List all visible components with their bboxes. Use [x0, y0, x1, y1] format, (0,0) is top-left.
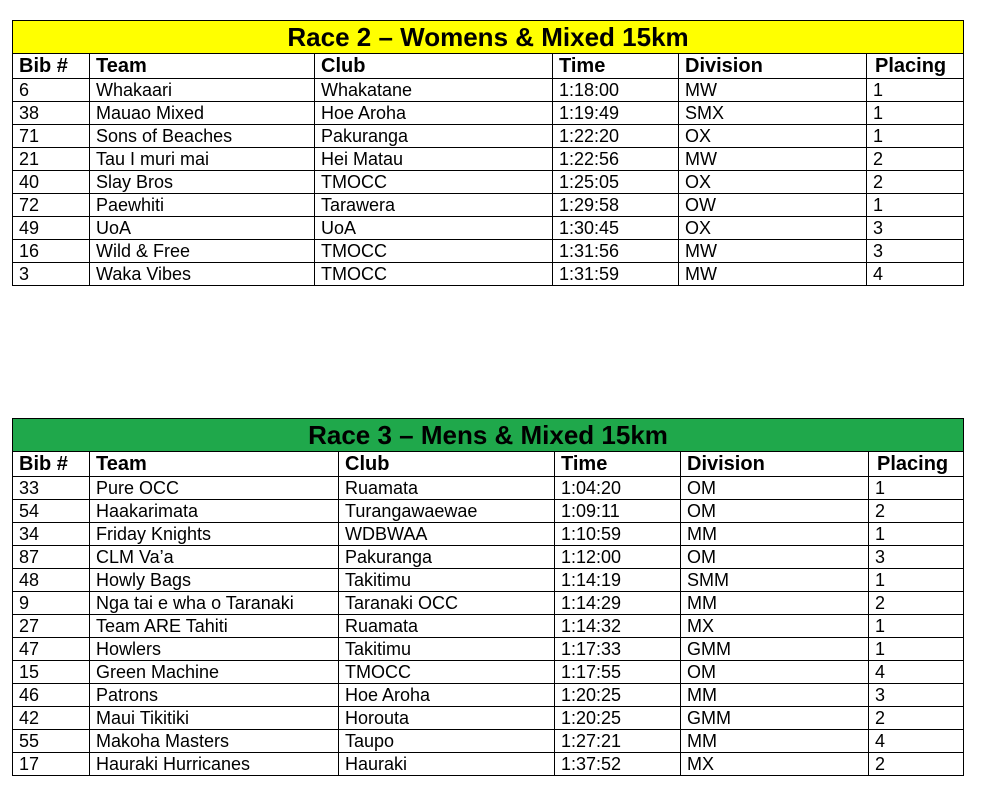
- column-header-bib: Bib #: [13, 54, 90, 79]
- placing-cell: 1: [869, 477, 964, 500]
- team-cell: Tau I muri mai: [90, 148, 315, 171]
- placing-cell: 2: [867, 171, 964, 194]
- team-cell: Pure OCC: [90, 477, 339, 500]
- team-cell: Mauao Mixed: [90, 102, 315, 125]
- bib-cell: 38: [13, 102, 90, 125]
- placing-cell: 2: [869, 707, 964, 730]
- club-cell: Hei Matau: [315, 148, 553, 171]
- division-cell: MM: [681, 730, 869, 753]
- race2-header-row: [13, 54, 964, 79]
- bib-cell: 71: [13, 125, 90, 148]
- time-cell: 1:29:58: [553, 194, 679, 217]
- club-cell: Takitimu: [339, 638, 555, 661]
- table-row: [13, 569, 964, 592]
- bib-cell: 40: [13, 171, 90, 194]
- bib-cell: 42: [13, 707, 90, 730]
- bib-cell: 3: [13, 263, 90, 286]
- placing-cell: 4: [867, 263, 964, 286]
- club-cell: Ruamata: [339, 477, 555, 500]
- team-cell: Patrons: [90, 684, 339, 707]
- column-header-team: Team: [90, 452, 339, 477]
- placing-cell: 1: [869, 615, 964, 638]
- club-cell: Taranaki OCC: [339, 592, 555, 615]
- column-header-club: Club: [339, 452, 555, 477]
- team-cell: Haakarimata: [90, 500, 339, 523]
- table-row: [13, 592, 964, 615]
- table-row: [13, 148, 964, 171]
- placing-cell: 4: [869, 730, 964, 753]
- club-cell: Whakatane: [315, 79, 553, 102]
- division-cell: OM: [681, 661, 869, 684]
- team-cell: Whakaari: [90, 79, 315, 102]
- time-cell: 1:19:49: [553, 102, 679, 125]
- division-cell: MM: [681, 592, 869, 615]
- division-cell: SMM: [681, 569, 869, 592]
- column-header-division: Division: [679, 54, 867, 79]
- division-cell: GMM: [681, 638, 869, 661]
- club-cell: Ruamata: [339, 615, 555, 638]
- bib-cell: 48: [13, 569, 90, 592]
- table-row: [13, 217, 964, 240]
- bib-cell: 17: [13, 753, 90, 776]
- club-cell: Tarawera: [315, 194, 553, 217]
- time-cell: 1:14:29: [555, 592, 681, 615]
- table-row: [13, 171, 964, 194]
- bib-cell: 46: [13, 684, 90, 707]
- division-cell: OM: [681, 500, 869, 523]
- club-cell: Hoe Aroha: [339, 684, 555, 707]
- bib-cell: 54: [13, 500, 90, 523]
- club-cell: TMOCC: [339, 661, 555, 684]
- bib-cell: 47: [13, 638, 90, 661]
- table-row: [13, 500, 964, 523]
- team-cell: UoA: [90, 217, 315, 240]
- table-row: [13, 753, 964, 776]
- time-cell: 1:22:56: [553, 148, 679, 171]
- placing-cell: 2: [869, 500, 964, 523]
- division-cell: MW: [679, 263, 867, 286]
- bib-cell: 27: [13, 615, 90, 638]
- table-row: [13, 477, 964, 500]
- time-cell: 1:37:52: [555, 753, 681, 776]
- placing-cell: 1: [869, 569, 964, 592]
- bib-cell: 21: [13, 148, 90, 171]
- division-cell: OM: [681, 546, 869, 569]
- division-cell: MM: [681, 523, 869, 546]
- division-cell: GMM: [681, 707, 869, 730]
- club-cell: Pakuranga: [339, 546, 555, 569]
- time-cell: 1:14:19: [555, 569, 681, 592]
- division-cell: SMX: [679, 102, 867, 125]
- club-cell: WDBWAA: [339, 523, 555, 546]
- table-row: [13, 638, 964, 661]
- table-row: [13, 523, 964, 546]
- division-cell: OX: [679, 217, 867, 240]
- division-cell: MM: [681, 684, 869, 707]
- club-cell: Turangawaewae: [339, 500, 555, 523]
- time-cell: 1:30:45: [553, 217, 679, 240]
- team-cell: Team ARE Tahiti: [90, 615, 339, 638]
- column-header-time: Time: [555, 452, 681, 477]
- time-cell: 1:22:20: [553, 125, 679, 148]
- division-cell: MX: [681, 615, 869, 638]
- placing-cell: 3: [869, 546, 964, 569]
- time-cell: 1:25:05: [553, 171, 679, 194]
- bib-cell: 6: [13, 79, 90, 102]
- placing-cell: 1: [867, 102, 964, 125]
- column-header-bib: Bib #: [13, 452, 90, 477]
- club-cell: Hauraki: [339, 753, 555, 776]
- team-cell: Hauraki Hurricanes: [90, 753, 339, 776]
- table-row: [13, 240, 964, 263]
- time-cell: 1:17:55: [555, 661, 681, 684]
- time-cell: 1:14:32: [555, 615, 681, 638]
- time-cell: 1:18:00: [553, 79, 679, 102]
- placing-cell: 1: [869, 523, 964, 546]
- division-cell: OM: [681, 477, 869, 500]
- table-row: [13, 125, 964, 148]
- time-cell: 1:04:20: [555, 477, 681, 500]
- placing-cell: 3: [867, 240, 964, 263]
- bib-cell: 87: [13, 546, 90, 569]
- time-cell: 1:10:59: [555, 523, 681, 546]
- race3-results-table: [12, 418, 964, 776]
- time-cell: 1:20:25: [555, 684, 681, 707]
- column-header-division: Division: [681, 452, 869, 477]
- team-cell: Waka Vibes: [90, 263, 315, 286]
- team-cell: Wild & Free: [90, 240, 315, 263]
- column-header-placing: Placing: [869, 452, 964, 477]
- time-cell: 1:17:33: [555, 638, 681, 661]
- column-header-placing: Placing: [867, 54, 964, 79]
- time-cell: 1:31:56: [553, 240, 679, 263]
- race3-title-row: [13, 419, 964, 452]
- team-cell: Maui Tikitiki: [90, 707, 339, 730]
- race2-body: [13, 79, 964, 286]
- bib-cell: 33: [13, 477, 90, 500]
- time-cell: 1:31:59: [553, 263, 679, 286]
- placing-cell: 2: [867, 148, 964, 171]
- race2-results-table: [12, 20, 964, 286]
- team-cell: Sons of Beaches: [90, 125, 315, 148]
- race3-header-row: [13, 452, 964, 477]
- club-cell: TMOCC: [315, 240, 553, 263]
- time-cell: 1:09:11: [555, 500, 681, 523]
- team-cell: Howly Bags: [90, 569, 339, 592]
- time-cell: 1:27:21: [555, 730, 681, 753]
- club-cell: Hoe Aroha: [315, 102, 553, 125]
- bib-cell: 34: [13, 523, 90, 546]
- table-row: [13, 102, 964, 125]
- time-cell: 1:20:25: [555, 707, 681, 730]
- column-header-time: Time: [553, 54, 679, 79]
- club-cell: Taupo: [339, 730, 555, 753]
- placing-cell: 3: [869, 684, 964, 707]
- table-row: [13, 79, 964, 102]
- table-row: [13, 707, 964, 730]
- division-cell: MW: [679, 148, 867, 171]
- club-cell: Takitimu: [339, 569, 555, 592]
- division-cell: MW: [679, 240, 867, 263]
- table-row: [13, 263, 964, 286]
- placing-cell: 4: [869, 661, 964, 684]
- division-cell: OW: [679, 194, 867, 217]
- bib-cell: 9: [13, 592, 90, 615]
- race2-title-row: [13, 21, 964, 54]
- placing-cell: 1: [869, 638, 964, 661]
- team-cell: Makoha Masters: [90, 730, 339, 753]
- club-cell: UoA: [315, 217, 553, 240]
- club-cell: Pakuranga: [315, 125, 553, 148]
- table-row: [13, 661, 964, 684]
- team-cell: CLM Va’a: [90, 546, 339, 569]
- division-cell: MW: [679, 79, 867, 102]
- table-row: [13, 194, 964, 217]
- column-header-club: Club: [315, 54, 553, 79]
- race3-body: [13, 477, 964, 776]
- time-cell: 1:12:00: [555, 546, 681, 569]
- placing-cell: 1: [867, 125, 964, 148]
- bib-cell: 16: [13, 240, 90, 263]
- division-cell: MX: [681, 753, 869, 776]
- team-cell: Howlers: [90, 638, 339, 661]
- placing-cell: 1: [867, 194, 964, 217]
- bib-cell: 55: [13, 730, 90, 753]
- column-header-team: Team: [90, 54, 315, 79]
- bib-cell: 49: [13, 217, 90, 240]
- placing-cell: 2: [869, 753, 964, 776]
- race3-title: Race 3 – Mens & Mixed 15km: [13, 419, 964, 452]
- placing-cell: 1: [867, 79, 964, 102]
- club-cell: Horouta: [339, 707, 555, 730]
- table-row: [13, 684, 964, 707]
- team-cell: Friday Knights: [90, 523, 339, 546]
- bib-cell: 72: [13, 194, 90, 217]
- division-cell: OX: [679, 171, 867, 194]
- division-cell: OX: [679, 125, 867, 148]
- table-row: [13, 615, 964, 638]
- bib-cell: 15: [13, 661, 90, 684]
- club-cell: TMOCC: [315, 263, 553, 286]
- team-cell: Green Machine: [90, 661, 339, 684]
- club-cell: TMOCC: [315, 171, 553, 194]
- placing-cell: 2: [869, 592, 964, 615]
- team-cell: Slay Bros: [90, 171, 315, 194]
- table-row: [13, 730, 964, 753]
- placing-cell: 3: [867, 217, 964, 240]
- team-cell: Nga tai e wha o Taranaki: [90, 592, 339, 615]
- team-cell: Paewhiti: [90, 194, 315, 217]
- table-row: [13, 546, 964, 569]
- race2-title: Race 2 – Womens & Mixed 15km: [13, 21, 964, 54]
